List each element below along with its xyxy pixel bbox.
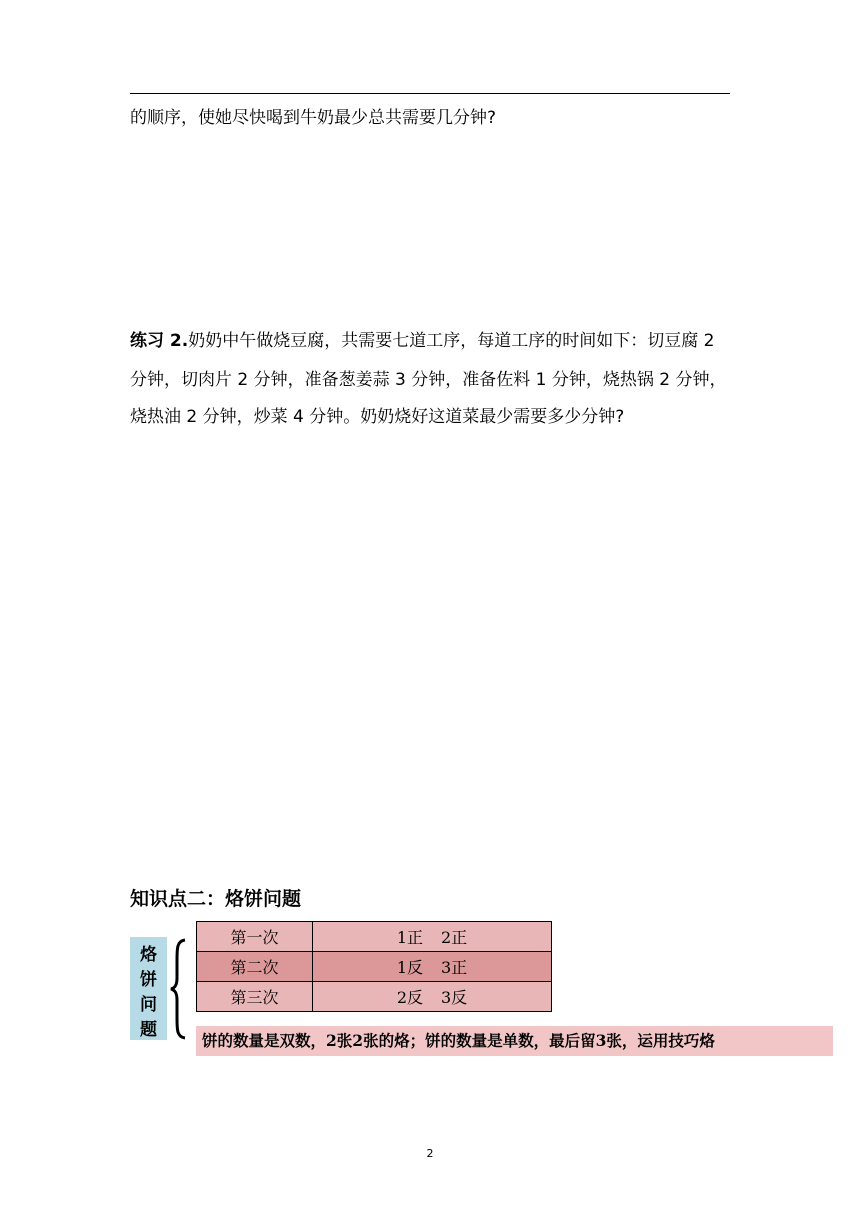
rule-note: 饼的数量是双数，2张2张的烙；饼的数量是单数，最后留3张，运用技巧烙 <box>196 1026 833 1056</box>
exercise-2-line-1 <box>130 330 714 352</box>
baking-steps-table <box>196 921 552 1012</box>
round-label: 第一次 <box>197 922 313 952</box>
side-label-char: 饼 <box>140 970 157 990</box>
side-label-char: 烙 <box>140 945 157 965</box>
step: 1反 <box>396 958 423 977</box>
exercise-2-label: 练习 2. <box>130 331 189 351</box>
section-title: 知识点二：烙饼问题 <box>130 888 302 910</box>
exercise-2-text: 奶奶中午做烧豆腐，共需要七道工序，每道工序的时间如下：切豆腐 2 <box>188 331 715 351</box>
round-steps <box>313 952 552 982</box>
side-label-char: 问 <box>140 995 157 1015</box>
step: 3正 <box>441 958 468 977</box>
step: 1正 <box>396 928 423 947</box>
step: 2反 <box>396 988 423 1007</box>
header-rule <box>130 93 730 94</box>
step: 3反 <box>441 988 468 1007</box>
round-steps <box>313 982 552 1012</box>
round-label: 第三次 <box>197 982 313 1012</box>
round-label: 第二次 <box>197 952 313 982</box>
side-label-char: 题 <box>140 1020 157 1040</box>
page-number: 2 <box>426 1147 434 1160</box>
side-label <box>130 937 167 1040</box>
table-row <box>197 922 552 952</box>
exercise-2-line-3: 烧热油 2 分钟，炒菜 4 分钟。奶奶烧好这道菜最少需要多少分钟? <box>130 407 625 427</box>
table-row <box>197 982 552 1012</box>
paragraph-continuation: 的顺序，使她尽快喝到牛奶最少总共需要几分钟? <box>130 108 497 128</box>
round-steps <box>313 922 552 952</box>
step: 2正 <box>441 928 468 947</box>
curly-brace-icon <box>170 938 188 1040</box>
table-row <box>197 952 552 982</box>
exercise-2-line-2: 分钟，切肉片 2 分钟，准备葱姜蒜 3 分钟，准备佐料 1 分钟，烧热锅 2 分钟， <box>130 370 727 390</box>
